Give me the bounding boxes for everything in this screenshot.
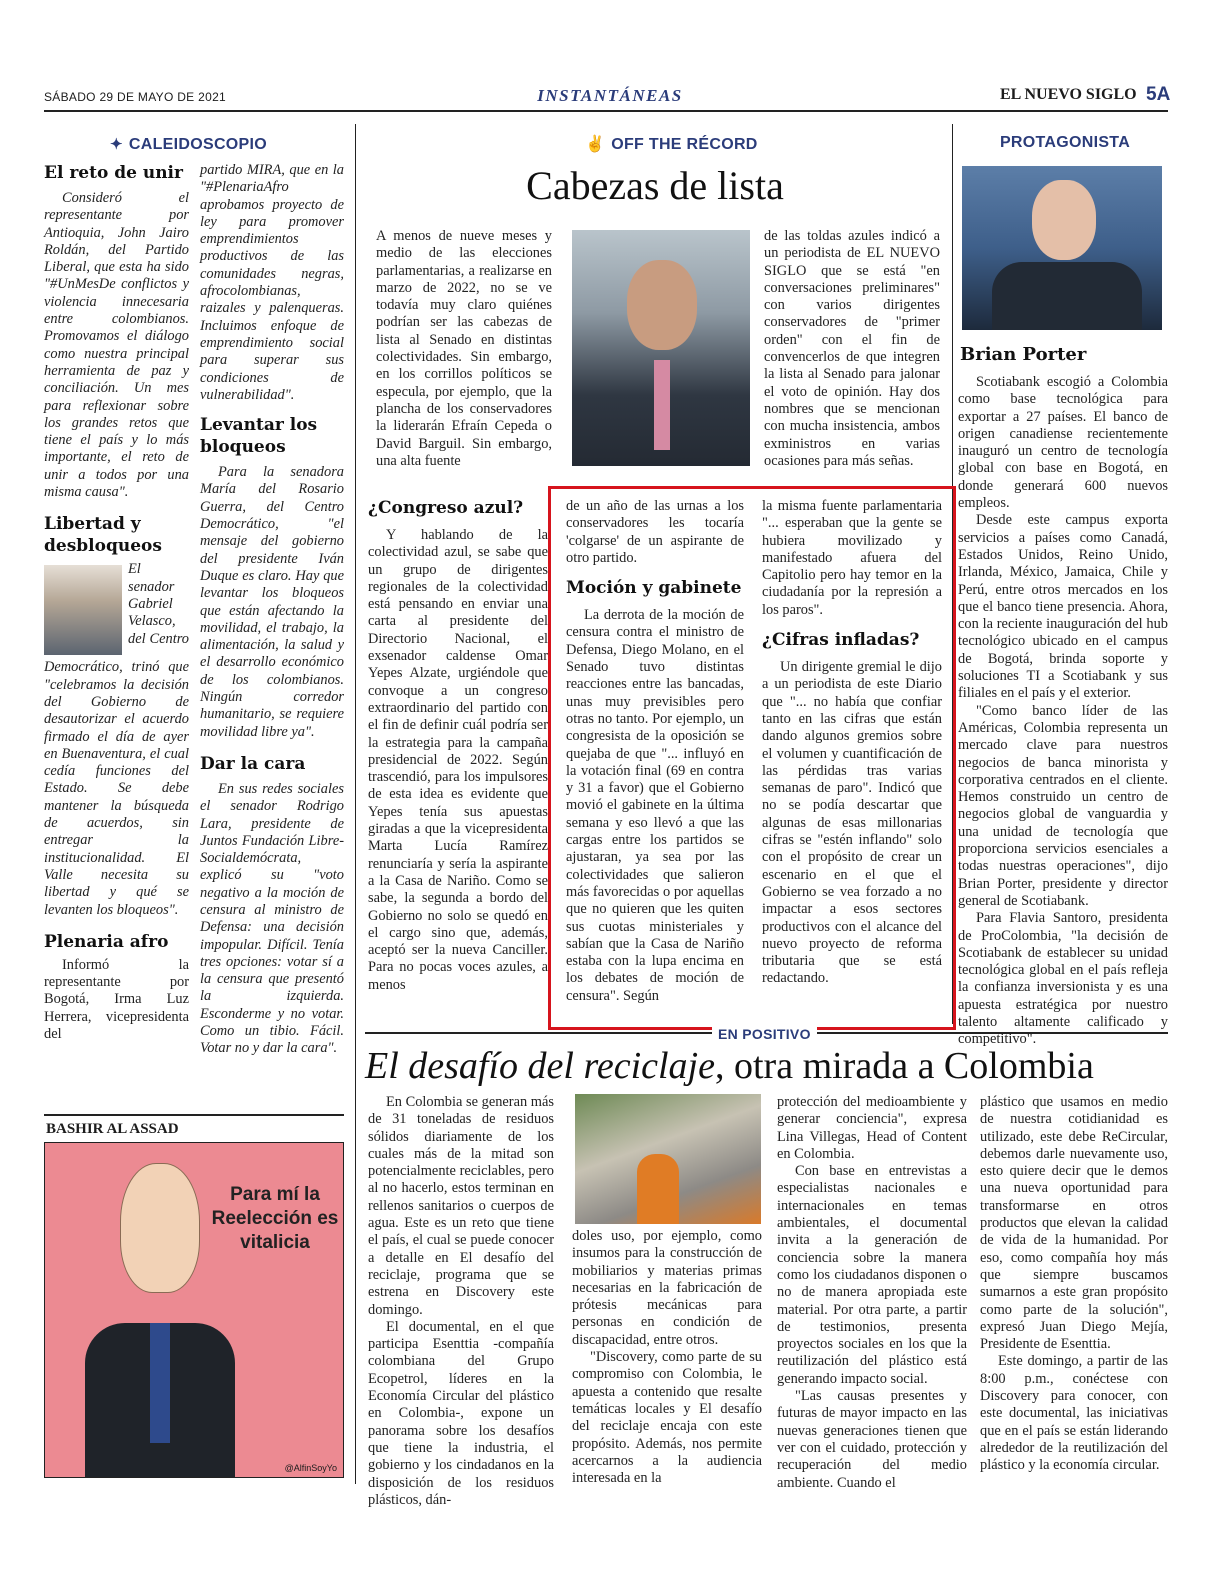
body-text: El documental, en el que participa Esenttia -compañía colombiana del Grupo Ecopetrol, líderes en la Economía Circular del plástico en Colombia-, expone un panorama sobre los desafíos que tiene la industria, el gobierno y los cindadanos en la disposición de los residuos plásticos, dán- — [368, 1318, 554, 1508]
velasco-photo — [44, 565, 122, 655]
lead-text-right: de las toldas azules indicó a un periodista de EL NUEVO SIGLO que se está "en conversaciones preliminares" con varios dirigentes conservadores de "primer orden" con el fin de convencerlos de que integren la lista al Senado para jalonar el voto de opinión. Hay dos nombres que se mencionan con mucha insistencia, ambos exministros en varias ocasiones para más señas. — [764, 228, 940, 469]
body-text: Este domingo, a partir de las 8:00 p.m., conéctese con Discovery para conocer, con este documental, las iniciativas que en el país se están liderando alrededor de la reutilización del plástico y la economía circular. — [980, 1353, 1168, 1474]
article-col4 — [980, 1094, 1168, 1475]
column-rule — [355, 124, 356, 1484]
item-text: Para la senadora María del Rosario Guerra, del Centro Democrático, "el mensaje del gobierno del presidente Iván Duque es claro. Hay que levantar los bloqueos que están afectando la movilidad, el trabajo, la alimentación, la salud y el desarrollo económico de los colombianos. Ningún corredor humanitario, se requiere movilidad libre ya". — [200, 464, 344, 740]
article-col3 — [777, 1094, 967, 1492]
cartoon-speech: Para mí la Reelección es vitalicia — [211, 1184, 339, 1253]
headline: El desafío del reciclaje, otra mirada a Colombia — [365, 1045, 1094, 1087]
newspaper-logo: EL NUEVO SIGLO — [1000, 86, 1137, 103]
recycling-photo — [575, 1094, 761, 1224]
body-text: la misma fuente parlamentaria "... esperaban que la gente se hubiera movilizado y manifestado afuera del Capitolio pero hay temor en la ciudadanía por la represión a los paros". — [762, 498, 942, 618]
item-title: Libertad y desbloqueos — [44, 514, 162, 557]
body-text: Scotiabank escogió a Colombia como base tecnológica para exportar a 27 países. El banco de origen canadiense recientemente inauguró un centro de tecnología global con base en Bogotá, en donde generará 600 nuevos empleos. — [958, 374, 1168, 512]
body-text: "Como banco líder de las Américas, Colombia representa un mercado clave para nuestros negocios de banca minorista y corporativa centrados en el cliente. Hemos construido un centro de negocios global de vanguardia y una unidad de tecnología que proporciona servicios esenciales a todas nuestras operaciones", dijo Brian Porter, presidente y director general de Scotiabank. — [958, 702, 1168, 909]
item-text: partido MIRA, que en la "#PlenariaAfro aprobamos proyecto de ley para promover emprendimientos productivos de las comunidades negras, afrocolombianas, raizales y palenqueras. Incluimos enfoque de emprendimiento social para superar sus condiciones de vulnerabilidad". — [200, 162, 344, 403]
protagonista-kicker: PROTAGONISTA — [999, 134, 1131, 151]
item-title: El reto de unir — [44, 163, 183, 183]
body-text: Con base en entrevistas a especialistas nacionales e internacionales en temas ambientales, el documental invita a la generación de conciencia sobre la manera como los ciudadanos disponen o no de manera apropiada este material. Por otra parte, a partir de testimonios, presenta proyectos sociales en los que la reutilización del plástico está generando impacto social. — [777, 1163, 967, 1387]
body-text: Y hablando de la colectividad azul, se sabe que un grupo de dirigentes regionales de la colectividad está pensando en enviar una carta al presidente del Directorio Nacional, el exsenador caldense Omar Yepes Alzate, urgiéndole que convoque a un congreso extraordinario del partido con el fin de definir cuál podría ser la estrategia para la campaña presidencial de 2022. Según trascendió, para los impulsores de esta idea es evidente que Yepes tenía sus apuestas giradas a que la vicepresidenta Marta Lucía Ramírez renunciaría y sería la aspirante a la Casa de Nariño. Como se sabe, la segunda a bordo del Gobierno no solo se quedó en el cargo sino que, además, aceptó ser la nueva Canciller. Para no pocas voces azules, a menos — [368, 527, 548, 993]
article-col1 — [368, 1094, 554, 1509]
caleidoscopio-col1 — [44, 162, 189, 1043]
item-text: El senador Gabriel Velasco, del Centro Democrático, trinó que "celebramos la decisión del Gobierno de desautorizar el acuerdo firmado el día de ayer en Buenaventura, el cual cedía funciones del Estado. Se debe mantener la búsqueda de acuerdos, sin entregar la institucionalidad. El Valle necesita su libertad y qué se levanten los bloqueos". — [44, 561, 189, 918]
off-the-record-kicker: ✌ OFF THE RÉCORD — [585, 136, 758, 153]
body-text: plástico que usamos en medio de nuestra cotidianidad es utilizado, este debe ReCircular, debemos darle nuevamente uso, esto quiere decir que le demos una nueva oportunidad para transformarse en otros productos que elevan la calidad de vida de la humanidad. Por eso, como compañía hoy más que siempre buscamos sumarnos a este gran propósito como parte de la solución", expresó Juan Diego Mejía, Presidente de Esenttia. — [980, 1094, 1168, 1353]
body-text: doles uso, por ejemplo, como insumos para la construcción de mobiliarios y materias primas necesarias en la fabricación de prótesis mecánicas para personas en condición de discapacidad, entre otros. — [572, 1228, 762, 1348]
cartoon-image — [44, 1142, 344, 1478]
section-title: INSTANTÁNEAS — [537, 86, 683, 105]
article-col2 — [572, 1228, 762, 1487]
lead-text-left: A menos de nueve meses y medio de las elecciones parlamentarias, a realizarse en marzo de 2022, no se ve todavía muy claro quiénes podrían ser las cabezas de lista al Senado en distintas colectividades. Sin embargo, en los corrillos políticos se especula, por ejemplo, que la plancha de los conservadores la liderarán Efraín Cepeda o David Barguil. Sin embargo, una alta fuente — [376, 228, 552, 469]
victory-hand-icon: ✌ — [585, 136, 606, 153]
item-title: Plenaria afro — [44, 931, 169, 952]
item-text: En sus redes sociales el senador Rodrigo Lara, presidente de Juntos Fundación Libre-Socialdemócrata, explicó su "voto negativo a la moción de censura al ministro de Defensa: una decisión impopular. Difícil. Tenía tres opciones: votar sí a la censura que presentó la izquierda. Esconderme y no votar. Como un tibio. Fácil. Votar no y dar la cara". — [200, 780, 344, 1057]
item-text: Consideró el representante por Antioquia, John Jairo Roldán, del Partido Liberal, que esta ha sido "#UnMesDe conflictos y violencia innecesaria entre colombianos. Promovamos el diálogo como nuestra principal herramienta de paz y conciliación. Un mes para reflexionar sobre los grandes retos que tiene el país y lo más importante, el reto de unir a todos por una misma causa". — [44, 190, 189, 501]
item-title: Dar la cara — [200, 753, 306, 774]
body-text: Un dirigente gremial le dijo a un periodista de este Diario que "... no había que confiar tanto en las cifras que están dando algunos gremios sobre el volumen y cuantificación de las pérdidas tras varias semanas de paro". Indicó que no se podía descartar que algunas de esas millonarias cifras se "estén inflando" solo con el propósito de crear un escenario en el que el Gobierno se vea forzado a no impactar a esos sectores productivos con el alcance del nuevo proyecto de reforma tributaria que se está redactando. — [762, 659, 942, 987]
body-text: protección del medioambiente y generar conciencia", expresa Lina Villegas, Head of Content en Colombia. — [777, 1094, 967, 1162]
page-number: 5A — [1146, 84, 1171, 105]
item-text: Informó la representante por Bogotá, Irma Luz Herrera, vicepresidenta del — [44, 956, 189, 1042]
body-text: La derrota de la moción de censura contra el ministro de Defensa, Diego Molano, en el Senado tuvo distintas reacciones entre las bancadas, unas muy previsibles pero otras no tanto. Por ejemplo, un congresista de la oposición se quejaba de que "... influyó en la votación final (69 en contra y 31 a favor) que el Gobierno movió el gabinete en la última semana y eso llevó a que las cargas entre los partidos se ajustaran, ya sea por las colectividades que salieron más favorecidas o por aquellas que no quieren que les quiten sus cuotas ministeriales y sabían que la Casa de Nariño estaba con la lupa encima en los debates de moción de censura". Según — [566, 607, 744, 1004]
bird-icon: ✦ — [110, 136, 123, 153]
body-text: de un año de las urnas a los conservadores les tocaría 'colgarse' de un aspirante de otro partido. — [566, 498, 744, 566]
cepeda-photo — [572, 230, 750, 466]
issue-date: SÁBADO 29 DE MAYO DE 2021 — [44, 90, 227, 104]
body-text: En Colombia se generan más de 31 toneladas de residuos sólidos diariamente de los cuales más de la mitad son potencialmente reciclables, pero al no hacerlo, estos terminan en rellenos sanitarios o cuerpos de agua. Este es un reto que tiene el país, el cual se puede conocer a detalle en El desafío del reciclaje, programa que se estrena en Discovery este domingo. — [368, 1094, 554, 1318]
mocion-column — [566, 498, 744, 1005]
body-text: "Discovery, como parte de su compromiso con Colombia, le apuesta a contenido que resalte temáticas locales y El desafío del reciclaje encaja con este propósito. Además, nos permite acercarnos a la audiencia interesada en la — [572, 1349, 762, 1487]
headline: Cabezas de lista — [526, 163, 784, 208]
body-text: "Las causas presentes y futuras de mayor impacto en las nuevas generaciones tienen que ver con el cuidado, protección y recuperación del medio ambiente. Cuando el — [777, 1388, 967, 1491]
header-rule — [44, 110, 1168, 112]
en-positivo-kicker: EN POSITIVO — [712, 1026, 817, 1042]
body-text: Para Flavia Santoro, presidenta de ProColombia, "la decisión de Scotiabank de establecer su unidad tecnológica global en el país refleja la confianza inversionista y es una apuesta estratégica por nuestro talento altamente calificado y competitivo". — [958, 910, 1168, 1048]
subhead: Moción y gabinete — [566, 578, 742, 599]
cifras-column — [762, 498, 942, 988]
caleidoscopio-col2 — [200, 162, 344, 1058]
protagonista-name: Brian Porter — [960, 344, 1087, 365]
body-text: Desde este campus exporta servicios a países como Canadá, Estados Unidos, Reino Unido, Irlanda, México, Jamaica, Chile y Perú, entre otros mercados en los que el banco tiene presencia. Ahora, con la reciente inauguración del hub tecnológico ubicado en el campus de Bogotá, brinda soporte y soluciones TI a Scotiabank y sus filiales en el país y el exterior. — [958, 512, 1168, 702]
subhead: ¿Cifras infladas? — [762, 630, 920, 651]
congreso-column — [368, 497, 548, 994]
porter-photo — [962, 166, 1162, 330]
item-title: Levantar los bloqueos — [200, 415, 318, 458]
protagonista-body — [958, 374, 1168, 1049]
cartoon-credit: @AlfinSoyYo — [284, 1463, 337, 1473]
cartoon-box — [44, 1114, 344, 1478]
subhead: ¿Congreso azul? — [368, 498, 524, 518]
caleidoscopio-kicker: ✦ CALEIDOSCOPIO — [110, 136, 268, 153]
cartoon-title: BASHIR AL ASSAD — [44, 1114, 344, 1138]
